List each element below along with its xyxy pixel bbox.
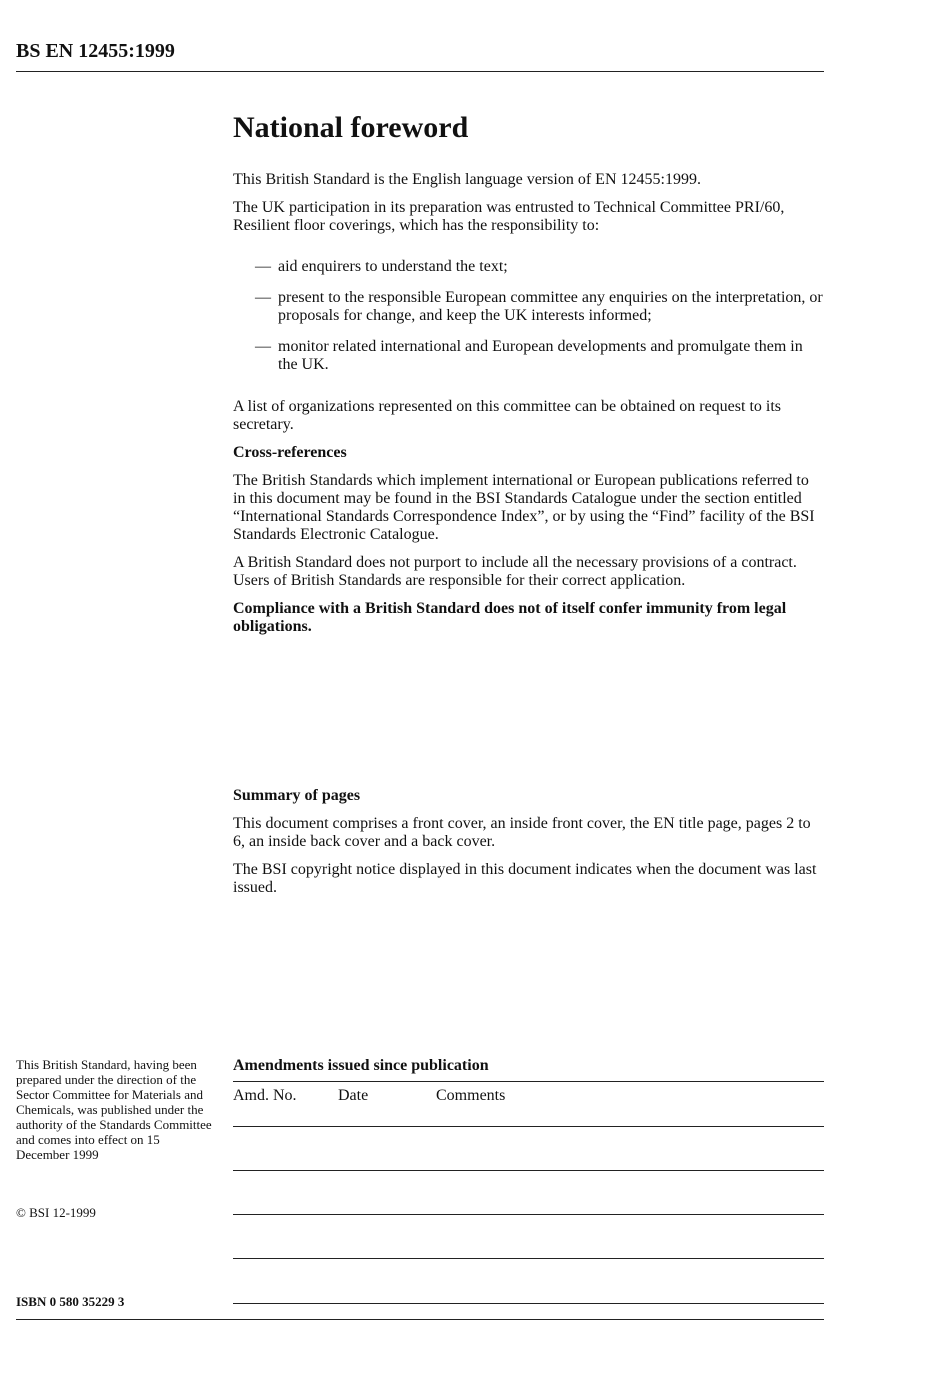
paragraph-text: A British Standard does not purport to include all the necessary provisions of a contract. Users of British Standards are responsible for their correct application. — [233, 554, 797, 589]
table-rule — [233, 1081, 824, 1082]
intro-text: This British Standard is the English language version of EN 12455:1999. — [233, 171, 701, 188]
amendments-heading: Amendments issued since publication — [233, 1057, 489, 1074]
header-rule — [16, 71, 824, 72]
table-row — [233, 1214, 824, 1215]
list-item-text: monitor related international and European developments and promulgate them in the UK. — [278, 338, 803, 373]
dash-marker: — — [255, 289, 271, 306]
list-item-text: present to the responsible European committee any enquiries on the interpretation, or proposals for change, and keep the UK interests informed; — [278, 289, 823, 324]
summary-paragraph — [233, 815, 824, 851]
list-item-text: aid enquirers to understand the text; — [278, 258, 508, 275]
organization-text: A list of organizations represented on this committee can be obtained on request to its secretary. — [233, 398, 782, 433]
list-item — [233, 338, 824, 374]
page-title: National foreword — [233, 111, 469, 144]
table-row — [233, 1126, 824, 1127]
column-header-comments: Comments — [436, 1087, 506, 1104]
isbn-text: ISBN 0 580 35229 3 — [16, 1294, 125, 1309]
provisions-paragraph — [233, 554, 824, 590]
dash-marker: — — [255, 258, 271, 275]
cross-references-section — [233, 444, 824, 462]
column-header-amd-no: Amd. No. — [233, 1087, 297, 1104]
copyright-text: © BSI 12-1999 — [16, 1205, 96, 1220]
copyright-notice-paragraph — [233, 861, 824, 897]
compliance-statement — [233, 600, 824, 636]
paragraph-text: This document comprises a front cover, an inside front cover, the EN title page, pages 2 to 6, an inside back cover and a back cover. — [233, 815, 811, 850]
footer-rule — [16, 1319, 824, 1320]
summary-section — [233, 787, 824, 805]
table-row — [233, 1258, 824, 1259]
intro-paragraph — [233, 171, 824, 189]
list-item — [233, 289, 824, 325]
list-item — [233, 258, 824, 276]
paragraph-text: The British Standards which implement international or European publications referred to in this document may be found in the BSI Standards Catalogue under the section entitled “International Standards Correspondence Index”, or by using the “Find” facility of the BSI Standards Electronic Catalogue. — [233, 472, 815, 543]
section-heading: Summary of pages — [233, 787, 361, 804]
dash-marker: — — [255, 338, 271, 355]
document-id: BS EN 12455:1999 — [16, 40, 175, 62]
column-header-date: Date — [338, 1087, 369, 1104]
table-row — [233, 1303, 824, 1304]
responsibility-list — [233, 258, 824, 374]
organization-paragraph — [233, 398, 824, 434]
participation-text: The UK participation in its preparation was entrusted to Technical Committee PRI/60, Resilient floor coverings, which has the responsibility to: — [233, 199, 785, 234]
compliance-text: Compliance with a British Standard does not of itself confer immunity from legal obligations. — [233, 600, 787, 635]
publication-note: This British Standard, having been prepared under the direction of the Sector Committee for Materials and Chemicals, was published under the authority of the Standards Committee and comes into effect on 15 December 1999 — [16, 1057, 212, 1162]
cross-references-paragraph — [233, 472, 824, 544]
section-heading: Cross-references — [233, 444, 347, 461]
table-row — [233, 1170, 824, 1171]
participation-paragraph — [233, 199, 824, 235]
paragraph-text: The BSI copyright notice displayed in this document indicates when the document was last issued. — [233, 861, 817, 896]
